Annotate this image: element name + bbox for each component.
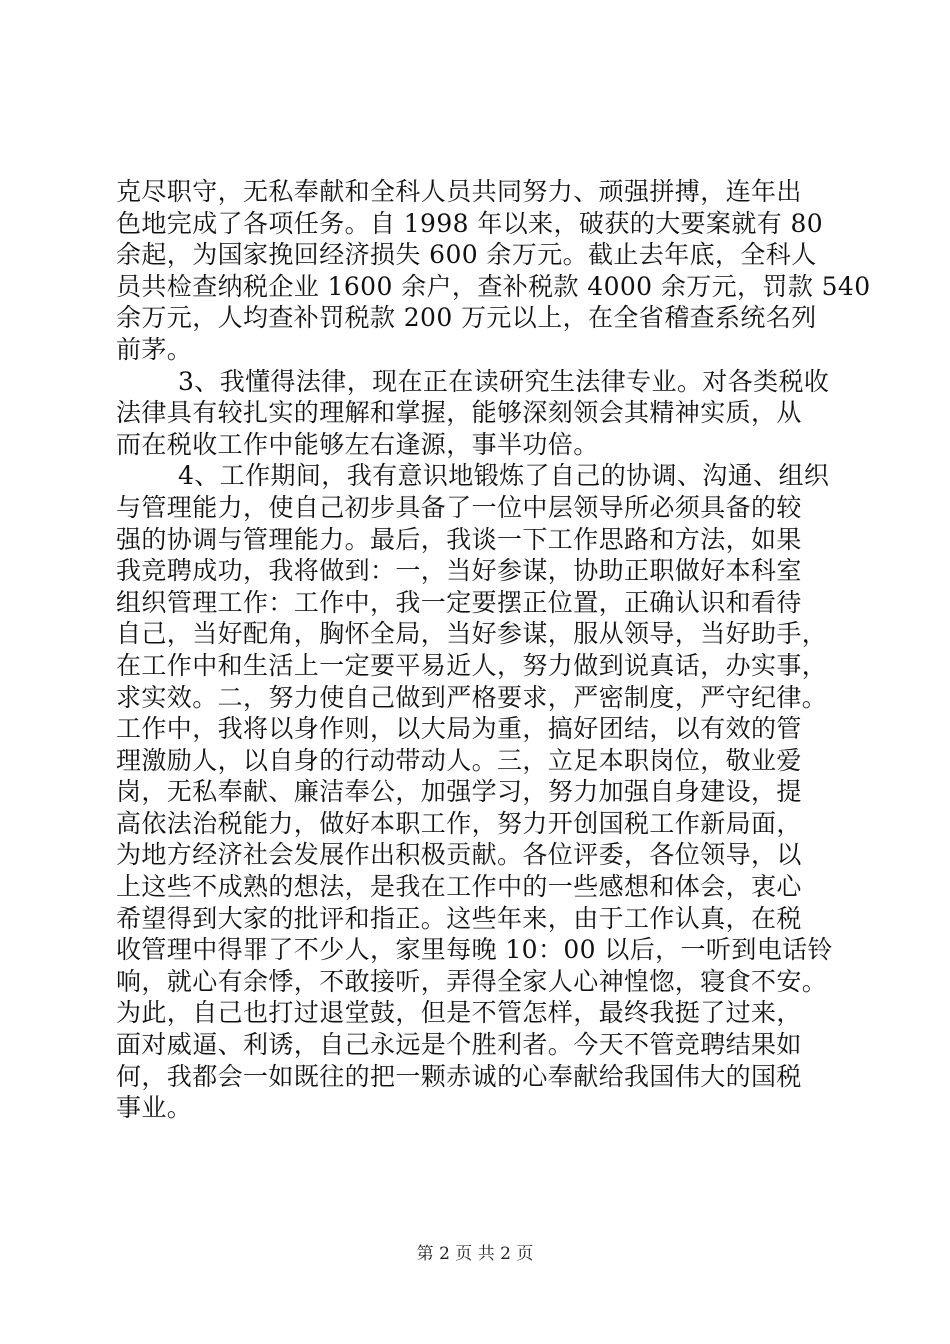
paragraph-first-line: 3、我懂得法律，现在正在读研究生法律专业。对各类税收 [178, 366, 830, 396]
text-line: 法律具有较扎实的理解和掌握，能够深刻领会其精神实质，从 [116, 398, 802, 428]
text-line: 组织管理工作：工作中，我一定要摆正位置，正确认识和看待 [116, 587, 802, 617]
text-line: 上这些不成熟的想法，是我在工作中的一些感想和体会，衷心 [116, 872, 802, 902]
text-line: 前茅。 [116, 334, 193, 364]
text-line: 工作中，我将以身作则，以大局为重，搞好团结，以有效的管 [116, 714, 802, 744]
text-line: 强的协调与管理能力。最后，我谈一下工作思路和方法，如果 [116, 524, 802, 554]
page-number-footer: 第 2 页 共 2 页 [416, 1244, 534, 1264]
text-line: 何，我都会一如既往的把一颗赤诚的心奉献给我国伟大的国税 [116, 1061, 802, 1091]
text-line: 色地完成了各项任务。自 1998 年以来，破获的大要案就有 80 [116, 208, 824, 238]
text-line: 响，就心有余悸，不敢接听，弄得全家人心神惶惚，寝食不安。 [116, 966, 828, 996]
text-line: 与管理能力，使自己初步具备了一位中层领导所必须具备的较 [116, 492, 802, 522]
text-line: 岗，无私奉献、廉洁奉公，加强学习，努力加强自身建设，提 [116, 777, 802, 807]
text-line: 余起，为国家挽回经济损失 600 余万元。截止去年底，全科人 [116, 240, 817, 270]
text-line: 为此，自己也打过退堂鼓，但是不管怎样，最终我挺了过来， [116, 998, 802, 1028]
text-line: 事业。 [116, 1093, 193, 1123]
text-line: 我竞聘成功，我将做到：一，当好参谋，协助正职做好本科室 [116, 556, 802, 586]
text-line: 在工作中和生活上一定要平易近人，努力做到说真话，办实事， [116, 650, 828, 680]
text-line: 员共检查纳税企业 1600 余户，查补税款 4000 余万元，罚款 540 [116, 271, 871, 301]
text-line: 理激励人，以自身的行动带动人。三，立足本职岗位，敬业爱 [116, 745, 802, 775]
text-line: 希望得到大家的批评和指正。这些年来，由于工作认真，在税 [116, 903, 802, 933]
text-line: 高依法治税能力，做好本职工作，努力开创国税工作新局面， [116, 808, 802, 838]
text-line: 自己，当好配角，胸怀全局，当好参谋，服从领导，当好助手， [116, 619, 828, 649]
text-line: 余万元，人均查补罚税款 200 万元以上，在全省稽查系统名列 [116, 303, 817, 333]
document-body [116, 176, 871, 1124]
text-line: 求实效。二，努力使自己做到严格要求，严密制度，严守纪律。 [116, 682, 828, 712]
text-line: 为地方经济社会发展作出积极贡献。各位评委，各位领导，以 [116, 840, 802, 870]
text-line: 面对威逼、利诱，自己永远是个胜利者。今天不管竞聘结果如 [116, 1030, 802, 1060]
text-line: 克尽职守，无私奉献和全科人员共同努力、顽强拼搏，连年出 [116, 177, 802, 206]
text-line: 而在税收工作中能够左右逢源，事半功倍。 [116, 429, 599, 459]
text-line: 收管理中得罪了不少人，家里每晚 10：00 以后，一听到电话铃 [116, 935, 833, 965]
paragraph-first-line: 4、工作期间，我有意识地锻炼了自己的协调、沟通、组织 [178, 461, 830, 491]
